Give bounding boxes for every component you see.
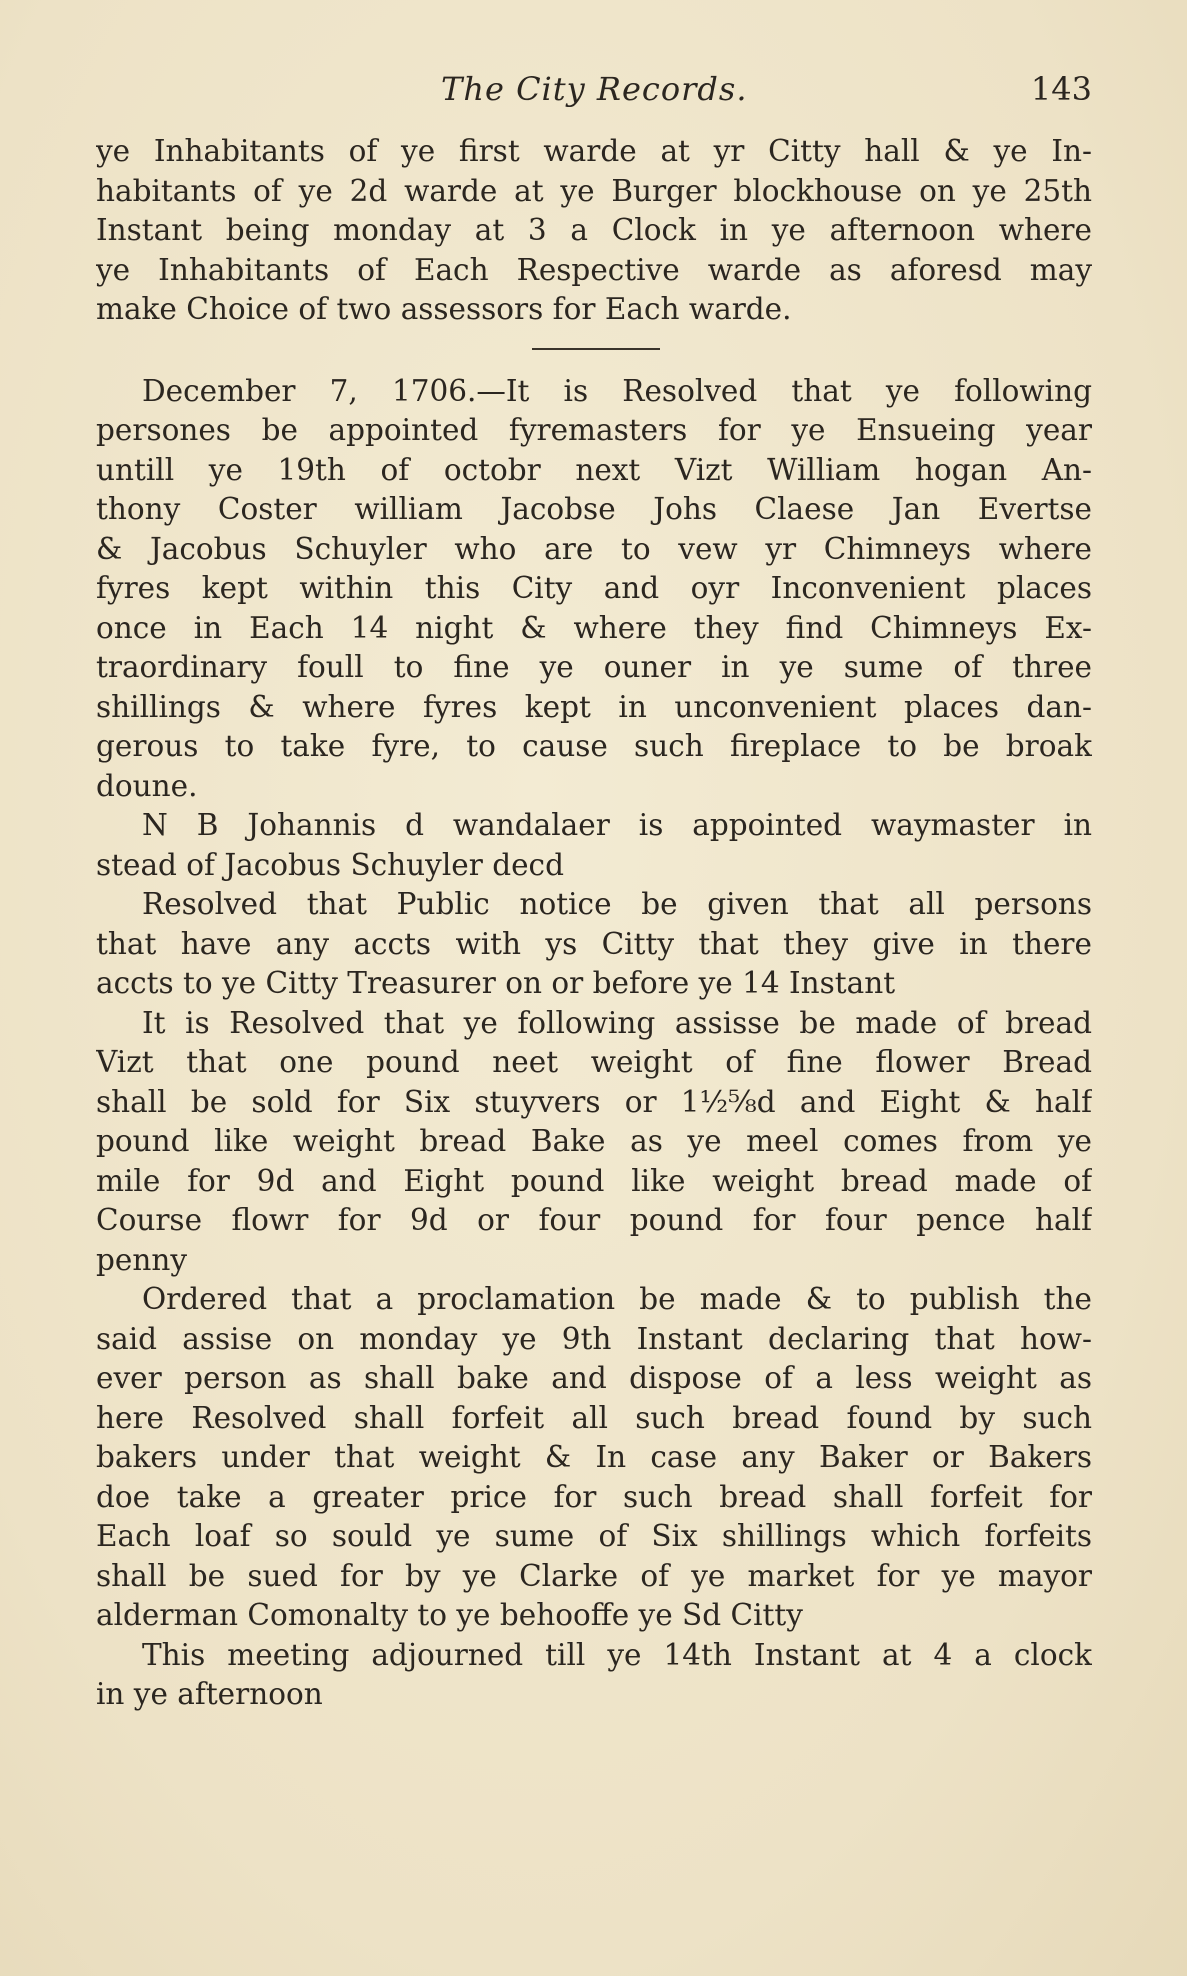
paragraph-public-notice [96, 885, 1092, 1004]
text-line: shillings & where fyres kept in unconvenient places dan- [96, 689, 1092, 724]
text-line: traordinary foull to fine ye ouner in ye sume of three [96, 650, 1092, 684]
paragraph-fyremasters [96, 372, 1092, 807]
text-line: accts to ye Citty Treasurer on or before ye 14 Instant [96, 966, 896, 1000]
text-line: ye Inhabitants of Each Respective warde as aforesd may [96, 252, 1092, 287]
text-line: shall be sold for Six stuyvers or 1½⅝d and Eight & half [96, 1084, 1092, 1119]
running-title: The City Records. [441, 70, 748, 108]
text-line: penny [96, 1242, 188, 1277]
text-line: thony Coster william Jacobse Johs Claese Jan Evertse [96, 492, 1092, 526]
text-line: untill ye 19th of octobr next Vizt William hogan An- [96, 452, 1092, 487]
text-line: gerous to take fyre, to cause such fireplace to be broak [96, 729, 1092, 763]
paragraph-proclamation [96, 1280, 1092, 1636]
text-line: said assise on monday ye 9th Instant declaring that how- [96, 1321, 1092, 1356]
text-line: Instant being monday at 3 a Clock in ye afternoon where [96, 213, 1092, 247]
text-line: shall be sued for by ye Clarke of ye market for ye mayor [96, 1558, 1092, 1593]
page-body [96, 132, 1092, 1715]
text-line: make Choice of two assessors for Each warde. [96, 292, 792, 326]
page-number: 143 [1030, 70, 1092, 108]
text-line: Vizt that one pound neet weight of fine flower Bread [96, 1045, 1092, 1079]
paragraph-bread-assisse [96, 1004, 1092, 1281]
text-line: Ordered that a proclamation be made & to publish the [142, 1282, 1092, 1316]
text-line: ye Inhabitants of ye first warde at yr Citty hall & ye In- [96, 134, 1092, 168]
paragraph-ward-elections [96, 132, 1092, 330]
section-divider [96, 330, 1092, 372]
text-line: once in Each 14 night & where they find Chimneys Ex- [96, 610, 1092, 645]
paragraph-waymaster [96, 806, 1092, 885]
text-line: & Jacobus Schuyler who are to vew yr Chimneys where [96, 531, 1092, 566]
text-line: Resolved that Public notice be given that all persons [142, 887, 1092, 921]
text-line: Each loaf so sould ye sume of Six shillings which forfeits [96, 1519, 1092, 1553]
text-line: alderman Comonalty to ye behooffe ye Sd Citty [96, 1598, 803, 1632]
paragraph-adjournment [96, 1636, 1092, 1715]
page-header [96, 70, 1096, 120]
divider-rule [532, 348, 660, 350]
text-line: pound like weight bread Bake as ye meel comes from ye [96, 1124, 1092, 1158]
text-line: doune. [96, 768, 198, 803]
text-line: habitants of ye 2d warde at ye Burger blockhouse on ye 25th [96, 173, 1092, 208]
text-line: stead of Jacobus Schuyler decd [96, 847, 564, 882]
text-line: fyres kept within this City and oyr Inconvenient places [96, 571, 1092, 605]
text-line: ever person as shall bake and dispose of a less weight as [96, 1361, 1092, 1395]
text-line: December 7, 1706.—It is Resolved that ye following [142, 373, 1092, 408]
text-line: doe take a greater price for such bread shall forfeit for [96, 1479, 1092, 1514]
text-line: that have any accts with ys Citty that they give in there [96, 926, 1092, 961]
text-line: N B Johannis d wandalaer is appointed waymaster in [142, 808, 1092, 842]
text-line: This meeting adjourned till ye 14th Instant at 4 a clock [142, 1637, 1092, 1672]
text-line: persones be appointed fyremasters for ye Ensueing year [96, 413, 1092, 447]
text-line: bakers under that weight & In case any Baker or Bakers [96, 1440, 1092, 1474]
text-line: here Resolved shall forfeit all such bread found by such [96, 1400, 1092, 1435]
text-line: in ye afternoon [96, 1677, 323, 1711]
text-line: Course flowr for 9d or four pound for four pence half [96, 1203, 1092, 1237]
text-line: mile for 9d and Eight pound like weight bread made of [96, 1163, 1092, 1198]
text-line: It is Resolved that ye following assisse be made of bread [142, 1005, 1092, 1040]
